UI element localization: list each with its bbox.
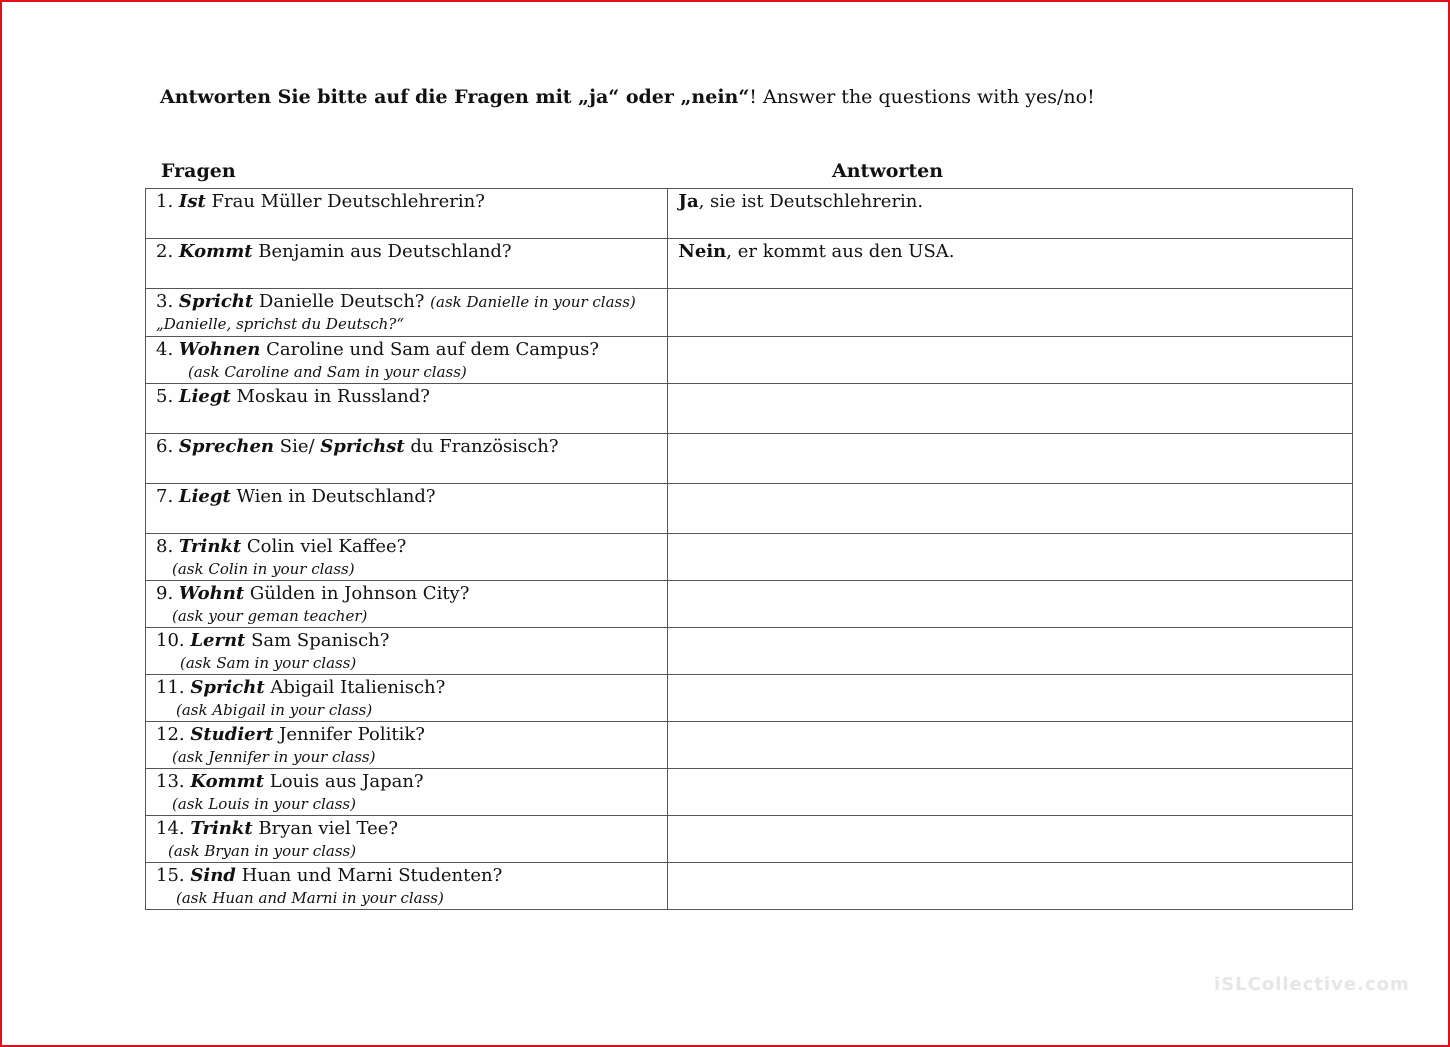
question-text: Jennifer Politik? bbox=[273, 724, 425, 745]
question-cell bbox=[146, 863, 668, 910]
table-row bbox=[146, 434, 1353, 484]
question-hint: (ask Danielle in your class) bbox=[430, 293, 636, 311]
question-verb: Liegt bbox=[178, 386, 231, 407]
answer-cell[interactable] bbox=[668, 189, 1353, 239]
question-number: 12. bbox=[156, 724, 191, 745]
question-text: Louis aus Japan? bbox=[264, 771, 424, 792]
question-number: 5. bbox=[156, 386, 179, 407]
question-verb: Lernt bbox=[190, 630, 246, 651]
watermark-logo: iSLCollective.com bbox=[1214, 974, 1410, 995]
answer-text: , er kommt aus den USA. bbox=[726, 241, 955, 262]
question-cell bbox=[146, 484, 668, 534]
question-cell bbox=[146, 675, 668, 722]
question-cell bbox=[146, 239, 668, 289]
question-number: 1. bbox=[156, 191, 179, 212]
question-text: Benjamin aus Deutschland? bbox=[252, 241, 512, 262]
question-number: 11. bbox=[156, 677, 191, 698]
question-text: Bryan viel Tee? bbox=[252, 818, 399, 839]
question-number: 9. bbox=[156, 583, 179, 604]
question-cell bbox=[146, 534, 668, 581]
question-number: 6. bbox=[156, 436, 179, 457]
question-verb: Sprichst bbox=[320, 436, 405, 457]
table-row bbox=[146, 769, 1353, 816]
question-hint: „Danielle, sprichst du Deutsch?“ bbox=[156, 315, 404, 333]
answer-cell[interactable] bbox=[668, 384, 1353, 434]
questions-header: Fragen bbox=[161, 160, 236, 182]
answer-cell[interactable] bbox=[668, 239, 1353, 289]
question-verb: Wohnen bbox=[178, 339, 261, 360]
question-number: 3. bbox=[156, 291, 179, 312]
question-verb: Wohnt bbox=[178, 583, 245, 604]
question-text: Gülden in Johnson City? bbox=[244, 583, 470, 604]
table-row bbox=[146, 863, 1353, 910]
answer-cell[interactable] bbox=[668, 534, 1353, 581]
question-number: 7. bbox=[156, 486, 179, 507]
answer-keyword: Ja bbox=[678, 191, 699, 212]
question-number: 15. bbox=[156, 865, 191, 886]
answer-keyword: Nein bbox=[678, 241, 727, 262]
answers-header: Antworten bbox=[832, 160, 944, 182]
question-cell bbox=[146, 337, 668, 384]
question-cell bbox=[146, 384, 668, 434]
answer-cell[interactable] bbox=[668, 434, 1353, 484]
answer-cell[interactable] bbox=[668, 863, 1353, 910]
question-cell bbox=[146, 289, 668, 337]
question-text: Colin viel Kaffee? bbox=[241, 536, 407, 557]
question-verb: Trinkt bbox=[178, 536, 242, 557]
question-verb: Ist bbox=[178, 191, 206, 212]
question-number: 8. bbox=[156, 536, 179, 557]
question-hint: (ask Huan and Marni in your class) bbox=[176, 889, 444, 907]
question-text: Moskau in Russland? bbox=[230, 386, 430, 407]
answer-cell[interactable] bbox=[668, 484, 1353, 534]
answer-cell[interactable] bbox=[668, 289, 1353, 337]
question-verb: Sprechen bbox=[178, 436, 275, 457]
question-hint: (ask Sam in your class) bbox=[180, 654, 357, 672]
question-table bbox=[145, 188, 1353, 910]
table-row bbox=[146, 816, 1353, 863]
question-verb: Sind bbox=[190, 865, 236, 886]
table-row bbox=[146, 722, 1353, 769]
answer-text: , sie ist Deutschlehrerin. bbox=[698, 191, 924, 212]
question-text: Sam Spanisch? bbox=[245, 630, 390, 651]
answer-cell[interactable] bbox=[668, 816, 1353, 863]
question-text: Huan und Marni Studenten? bbox=[235, 865, 503, 886]
question-cell bbox=[146, 816, 668, 863]
question-verb: Studiert bbox=[190, 724, 274, 745]
question-hint: (ask Bryan in your class) bbox=[168, 842, 357, 860]
question-verb: Spricht bbox=[178, 291, 254, 312]
question-hint: (ask your geman teacher) bbox=[172, 607, 368, 625]
answer-cell[interactable] bbox=[668, 675, 1353, 722]
question-verb: Kommt bbox=[178, 241, 253, 262]
table-row bbox=[146, 628, 1353, 675]
instruction bbox=[160, 86, 1095, 108]
table-row bbox=[146, 384, 1353, 434]
question-verb: Trinkt bbox=[190, 818, 253, 839]
question-cell bbox=[146, 581, 668, 628]
question-hint: (ask Jennifer in your class) bbox=[172, 748, 376, 766]
question-verb: Spricht bbox=[190, 677, 265, 698]
table-row bbox=[146, 581, 1353, 628]
table-row bbox=[146, 189, 1353, 239]
question-text: Caroline und Sam auf dem Campus? bbox=[260, 339, 600, 360]
answer-cell[interactable] bbox=[668, 769, 1353, 816]
question-text: Frau Müller Deutschlehrerin? bbox=[205, 191, 485, 212]
table-row bbox=[146, 289, 1353, 337]
table-row bbox=[146, 534, 1353, 581]
answer-cell[interactable] bbox=[668, 337, 1353, 384]
question-hint: (ask Louis in your class) bbox=[172, 795, 356, 813]
question-cell bbox=[146, 628, 668, 675]
instruction-bold: Antworten Sie bitte auf die Fragen mit „ja“ oder „nein“ bbox=[160, 86, 750, 108]
table-row bbox=[146, 675, 1353, 722]
answer-cell[interactable] bbox=[668, 722, 1353, 769]
question-cell bbox=[146, 769, 668, 816]
question-hint: (ask Caroline and Sam in your class) bbox=[188, 363, 467, 381]
question-number: 4. bbox=[156, 339, 179, 360]
question-text: Sie/ bbox=[274, 436, 321, 457]
instruction-rest: ! Answer the questions with yes/no! bbox=[749, 86, 1095, 108]
question-verb: Kommt bbox=[190, 771, 265, 792]
answer-cell[interactable] bbox=[668, 628, 1353, 675]
question-hint: (ask Abigail in your class) bbox=[176, 701, 373, 719]
table-row bbox=[146, 484, 1353, 534]
question-number: 14. bbox=[156, 818, 191, 839]
question-verb: Liegt bbox=[178, 486, 231, 507]
question-text: Abigail Italienisch? bbox=[264, 677, 446, 698]
table-row bbox=[146, 239, 1353, 289]
question-hint: (ask Colin in your class) bbox=[172, 560, 355, 578]
question-cell bbox=[146, 722, 668, 769]
question-text: Danielle Deutsch? bbox=[253, 291, 431, 312]
table-row bbox=[146, 337, 1353, 384]
question-cell bbox=[146, 189, 668, 239]
question-text: du Französisch? bbox=[404, 436, 559, 457]
question-cell bbox=[146, 434, 668, 484]
question-number: 13. bbox=[156, 771, 191, 792]
question-number: 10. bbox=[156, 630, 191, 651]
question-number: 2. bbox=[156, 241, 179, 262]
answer-cell[interactable] bbox=[668, 581, 1353, 628]
question-text: Wien in Deutschland? bbox=[230, 486, 436, 507]
